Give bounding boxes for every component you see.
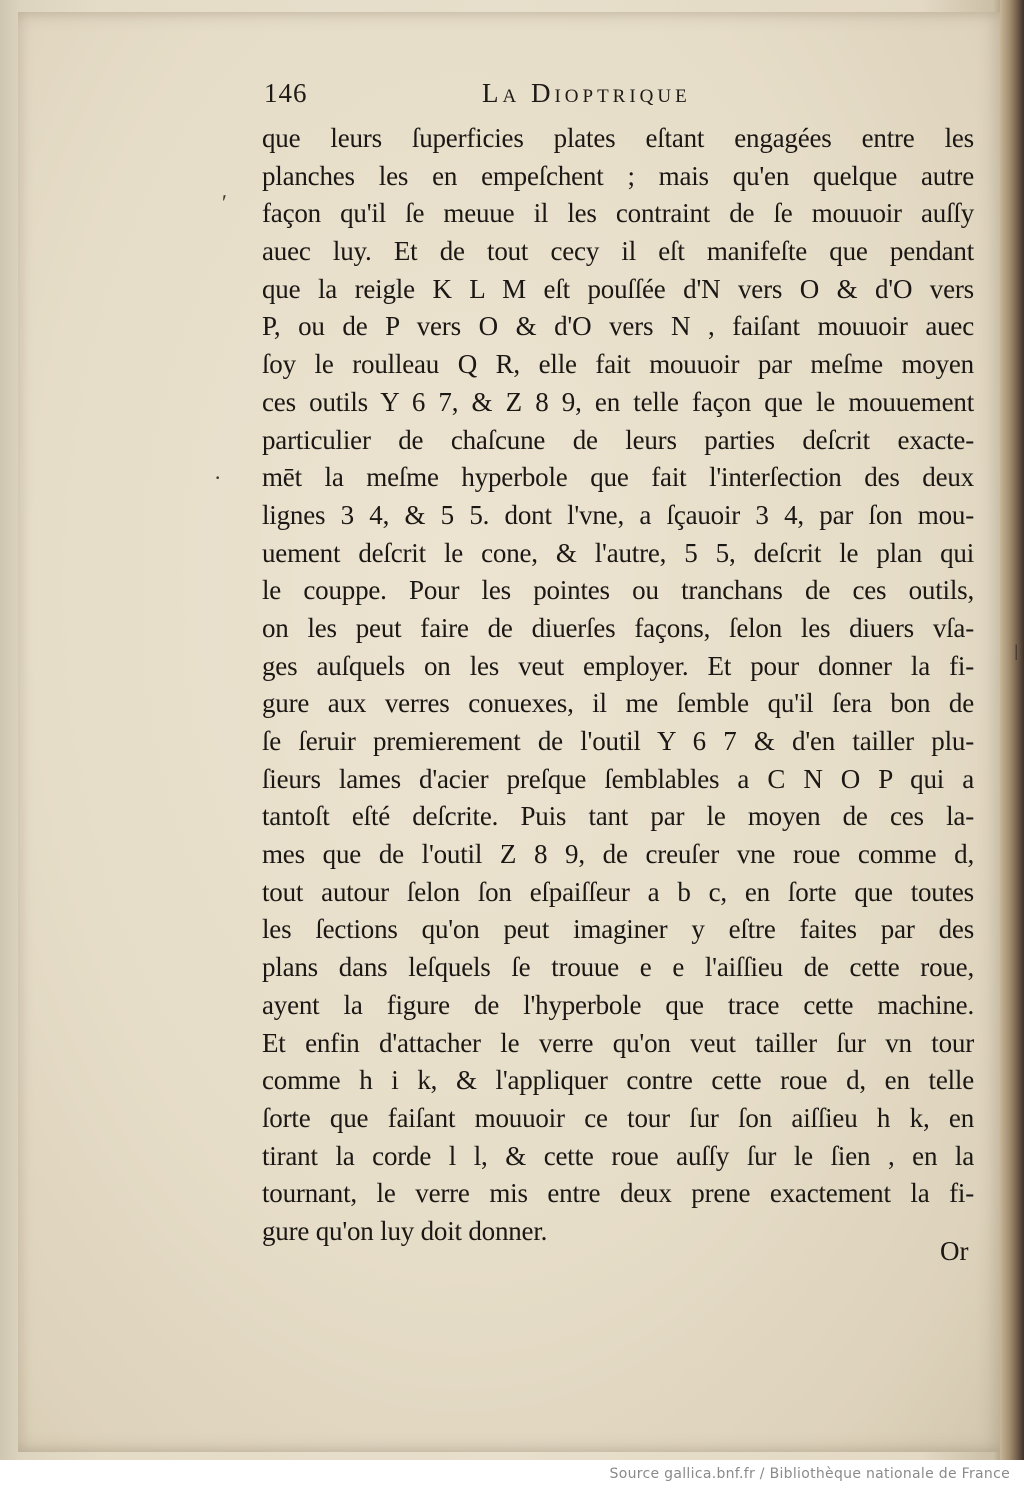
text-line: gure qu'on luy doit donner. <box>262 1215 548 1246</box>
text-line: ſieurs lames d'acier preſque ſemblables a C N O P qui a <box>262 763 974 794</box>
text-line: auec luy. Et de tout cecy il eſt manifeſte que pendant <box>262 236 974 267</box>
text-line: que la reigle K L M eſt pouſſée d'N vers O & d'O vers <box>262 273 974 304</box>
text-line: façon qu'il ſe meuue il les contraint de ſe mouuoir auſſy <box>262 198 974 229</box>
ink-speck: · <box>214 465 222 490</box>
page-number: 146 <box>264 78 308 108</box>
text-line: que leurs ſuperficies plates eſtant engagées entre les <box>262 123 974 153</box>
text-line: ſe ſeruir premierement de l'outil Y 6 7 & d'en tailler plu- <box>262 726 974 756</box>
text-line: lignes 3 4, & 5 5. dont l'vne, a ſçauoir 3 4, par ſon mou- <box>262 499 974 530</box>
ink-speck: ǀ <box>1014 640 1019 665</box>
text-line: tout autour ſelon ſon eſpaiſſeur a b c, en ſorte que toutes <box>262 876 974 907</box>
source-credit: Source gallica.bnf.fr / Bibliothèque nationale de France <box>609 1466 1010 1482</box>
catchword: Or <box>940 1236 969 1266</box>
text-line: gure aux verres conuexes, il me ſemble qu'il ſera bon de <box>262 688 974 719</box>
page-header <box>264 78 974 118</box>
footer-bar <box>0 1460 1024 1492</box>
text-line: le couppe. Pour les pointes ou tranchans de ces outils, <box>262 575 974 606</box>
text-line: tournant, le verre mis entre deux prene exactement la fi- <box>262 1178 974 1209</box>
text-line: ges auſquels on les veut employer. Et pour donner la fi- <box>262 650 974 681</box>
text-line: ayent la figure de l'hyperbole que trace cette machine. <box>262 989 974 1020</box>
text-line: particulier de chaſcune de leurs parties deſcrit exacte- <box>262 424 974 455</box>
text-line: Et enfin d'attacher le verre qu'on veut tailler ſur vn tour <box>262 1027 974 1058</box>
ink-speck: ʹ <box>222 190 227 215</box>
text-line: tantoſt eſté deſcrite. Puis tant par le moyen de ces la- <box>262 801 974 832</box>
body-text <box>262 120 974 1251</box>
text-line: ſorte que faiſant mouuoir ce tour ſur ſon aiſſieu h k, en <box>262 1102 974 1133</box>
text-line: mes que de l'outil Z 8 9, de creuſer vne roue comme d, <box>262 839 974 870</box>
text-line: planches les en empeſchent ; mais qu'en quelque autre <box>262 160 974 191</box>
text-line: plans dans leſquels ſe trouue e e l'aiſſieu de cette roue, <box>262 952 974 983</box>
text-line: les ſections qu'on peut imaginer y eſtre faites par des <box>262 914 974 945</box>
text-line: on les peut faire de diuerſes façons, ſelon les diuers vſa- <box>262 612 974 643</box>
text-line: tirant la corde l l, & cette roue auſſy ſur le ſien , en la <box>262 1140 974 1171</box>
text-line: ces outils Y 6 7, & Z 8 9, en telle façon que le mouuement <box>262 386 974 417</box>
text-line: P, ou de P vers O & d'O vers N , faiſant mouuoir auec <box>262 311 974 342</box>
page-gutter-edge <box>1000 0 1024 1460</box>
text-line: mēt la meſme hyperbole que fait l'interſection des deux <box>262 462 974 493</box>
text-line: ſoy le roulleau Q R, elle fait mouuoir par meſme moyen <box>262 349 974 380</box>
text-line: comme h i k, & l'appliquer contre cette roue d, en telle <box>262 1065 974 1096</box>
running-title: La Dioptrique <box>482 78 691 108</box>
text-line: uement deſcrit le cone, & l'autre, 5 5, deſcrit le plan qui <box>262 537 974 568</box>
